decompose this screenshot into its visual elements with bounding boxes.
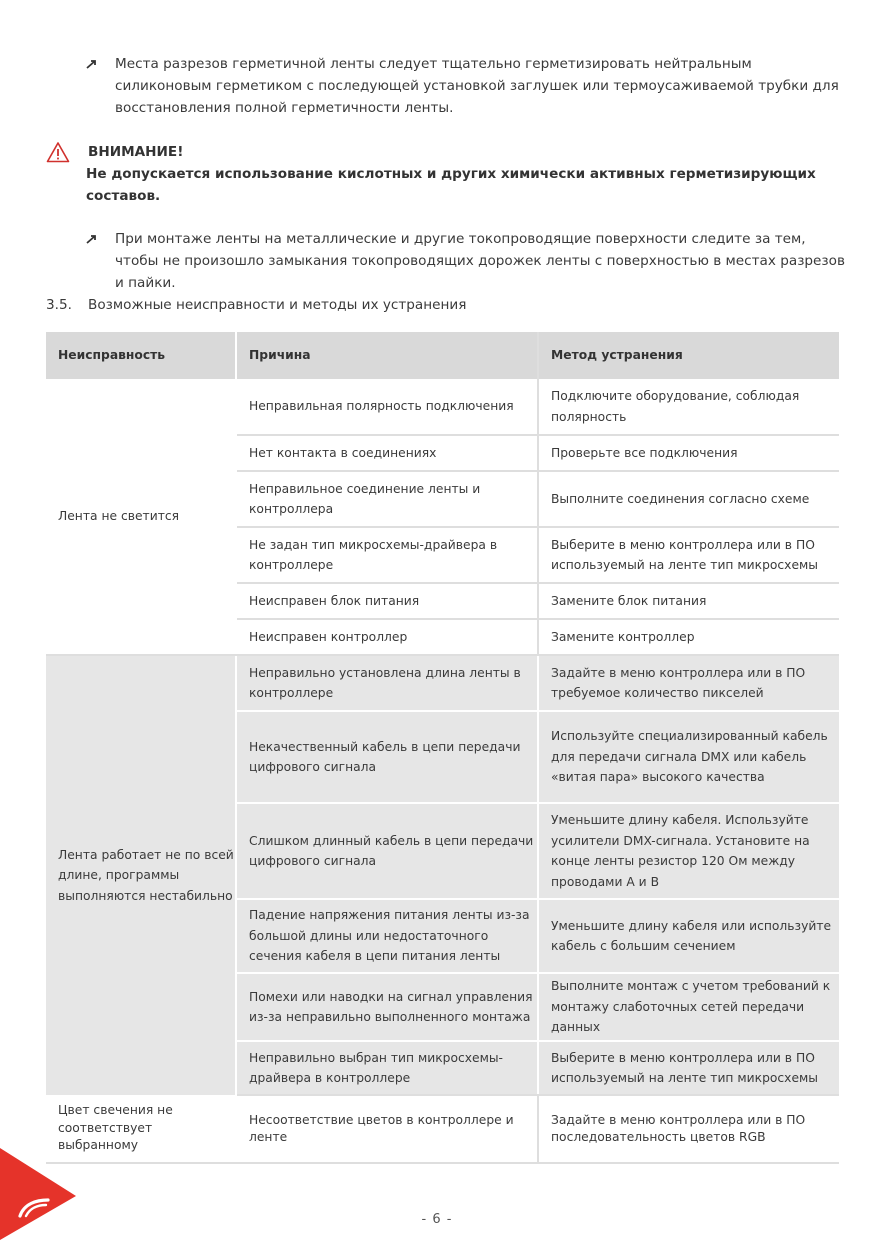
cause-cell: Не задан тип микросхемы-драйвера в контроллере [236,527,538,583]
fault-cell: Цвет свечения не соответствует выбранному [46,1095,236,1163]
bullet-item [88,53,848,119]
method-cell: Уменьшите длину кабеля или используйте кабель с большим сечением [538,899,839,973]
cause-cell: Неправильная полярность подключения [236,379,538,435]
method-cell: Задайте в меню контроллера или в ПО требуемое количество пикселей [538,655,839,711]
bullet-item [88,228,848,294]
cause-cell: Несоответствие цветов в контроллере и ленте [236,1095,538,1163]
bullet-text: При монтаже ленты на металлические и другие токопроводящие поверхности следите за тем, чтобы не произошло замыкания токопроводящих дорожек ленты с поверхностью в местах разрезов и пайки. [115,231,845,291]
column-header-method: Метод устранения [538,332,839,379]
method-cell: Выполните монтаж с учетом требований к монтажу слаботочных сетей передачи данных [538,973,839,1041]
warning-text: Не допускается использование кислотных и других химически активных герметизирующих составов. [86,166,816,204]
cause-cell: Падение напряжения питания ленты из-за большой длины или недостаточного сечения кабеля в цепи питания ленты [236,899,538,973]
cause-cell: Нет контакта в соединениях [236,435,538,471]
cause-cell: Неисправен блок питания [236,583,538,619]
method-cell: Замените блок питания [538,583,839,619]
warning-triangle-icon [46,141,70,163]
column-header-cause: Причина [236,332,538,379]
cause-cell: Некачественный кабель в цепи передачи цифрового сигнала [236,711,538,803]
method-cell: Замените контроллер [538,619,839,655]
cause-cell: Неправильно выбран тип микросхемы-драйвера в контроллере [236,1041,538,1095]
section-number: 3.5. [46,297,72,313]
troubleshooting-table [46,332,839,1164]
cause-cell: Неправильно установлена длина ленты в контроллере [236,655,538,711]
method-cell: Задайте в меню контроллера или в ПО последовательность цветов RGB [538,1095,839,1163]
method-cell: Используйте специализированный кабель для передачи сигнала DMX или кабель «витая пара» высокого качества [538,711,839,803]
method-cell: Проверьте все подключения [538,435,839,471]
method-cell: Уменьшите длину кабеля. Используйте усилители DMX-сигнала. Установите на конце ленты резистор 120 Ом между проводами А и В [538,803,839,899]
warning-title: ВНИМАНИЕ! [88,144,184,160]
cause-cell: Неправильное соединение ленты и контроллера [236,471,538,527]
method-cell: Выберите в меню контроллера или в ПО используемый на ленте тип микросхемы [538,527,839,583]
page-number: - 6 - [421,1212,453,1227]
column-header-fault: Неисправность [46,332,236,379]
method-cell: Выполните соединения согласно схеме [538,471,839,527]
cause-cell: Помехи или наводки на сигнал управления из-за неправильно выполненного монтажа [236,973,538,1041]
cause-cell: Неисправен контроллер [236,619,538,655]
arrow-bullet-icon [84,53,100,75]
bullet-text: Места разрезов герметичной ленты следует тщательно герметизировать нейтральным силиконовым герметиком с последующей установкой заглушек или термоусаживаемой трубки для восстановления полной герметичности ленты. [115,56,839,116]
table-row [46,655,839,711]
table-row [46,1095,839,1163]
arrow-bullet-icon [84,228,100,250]
table-header-row [46,332,839,379]
fault-cell: Лента не светится [46,379,236,655]
table-row [46,379,839,435]
cause-cell: Слишком длинный кабель в цепи передачи цифрового сигнала [236,803,538,899]
fault-cell: Лента работает не по всей длине, программы выполняются нестабильно [46,655,236,1095]
method-cell: Подключите оборудование, соблюдая полярность [538,379,839,435]
method-cell: Выберите в меню контроллера или в ПО используемый на ленте тип микросхемы [538,1041,839,1095]
section-title: Возможные неисправности и методы их устранения [88,297,467,313]
